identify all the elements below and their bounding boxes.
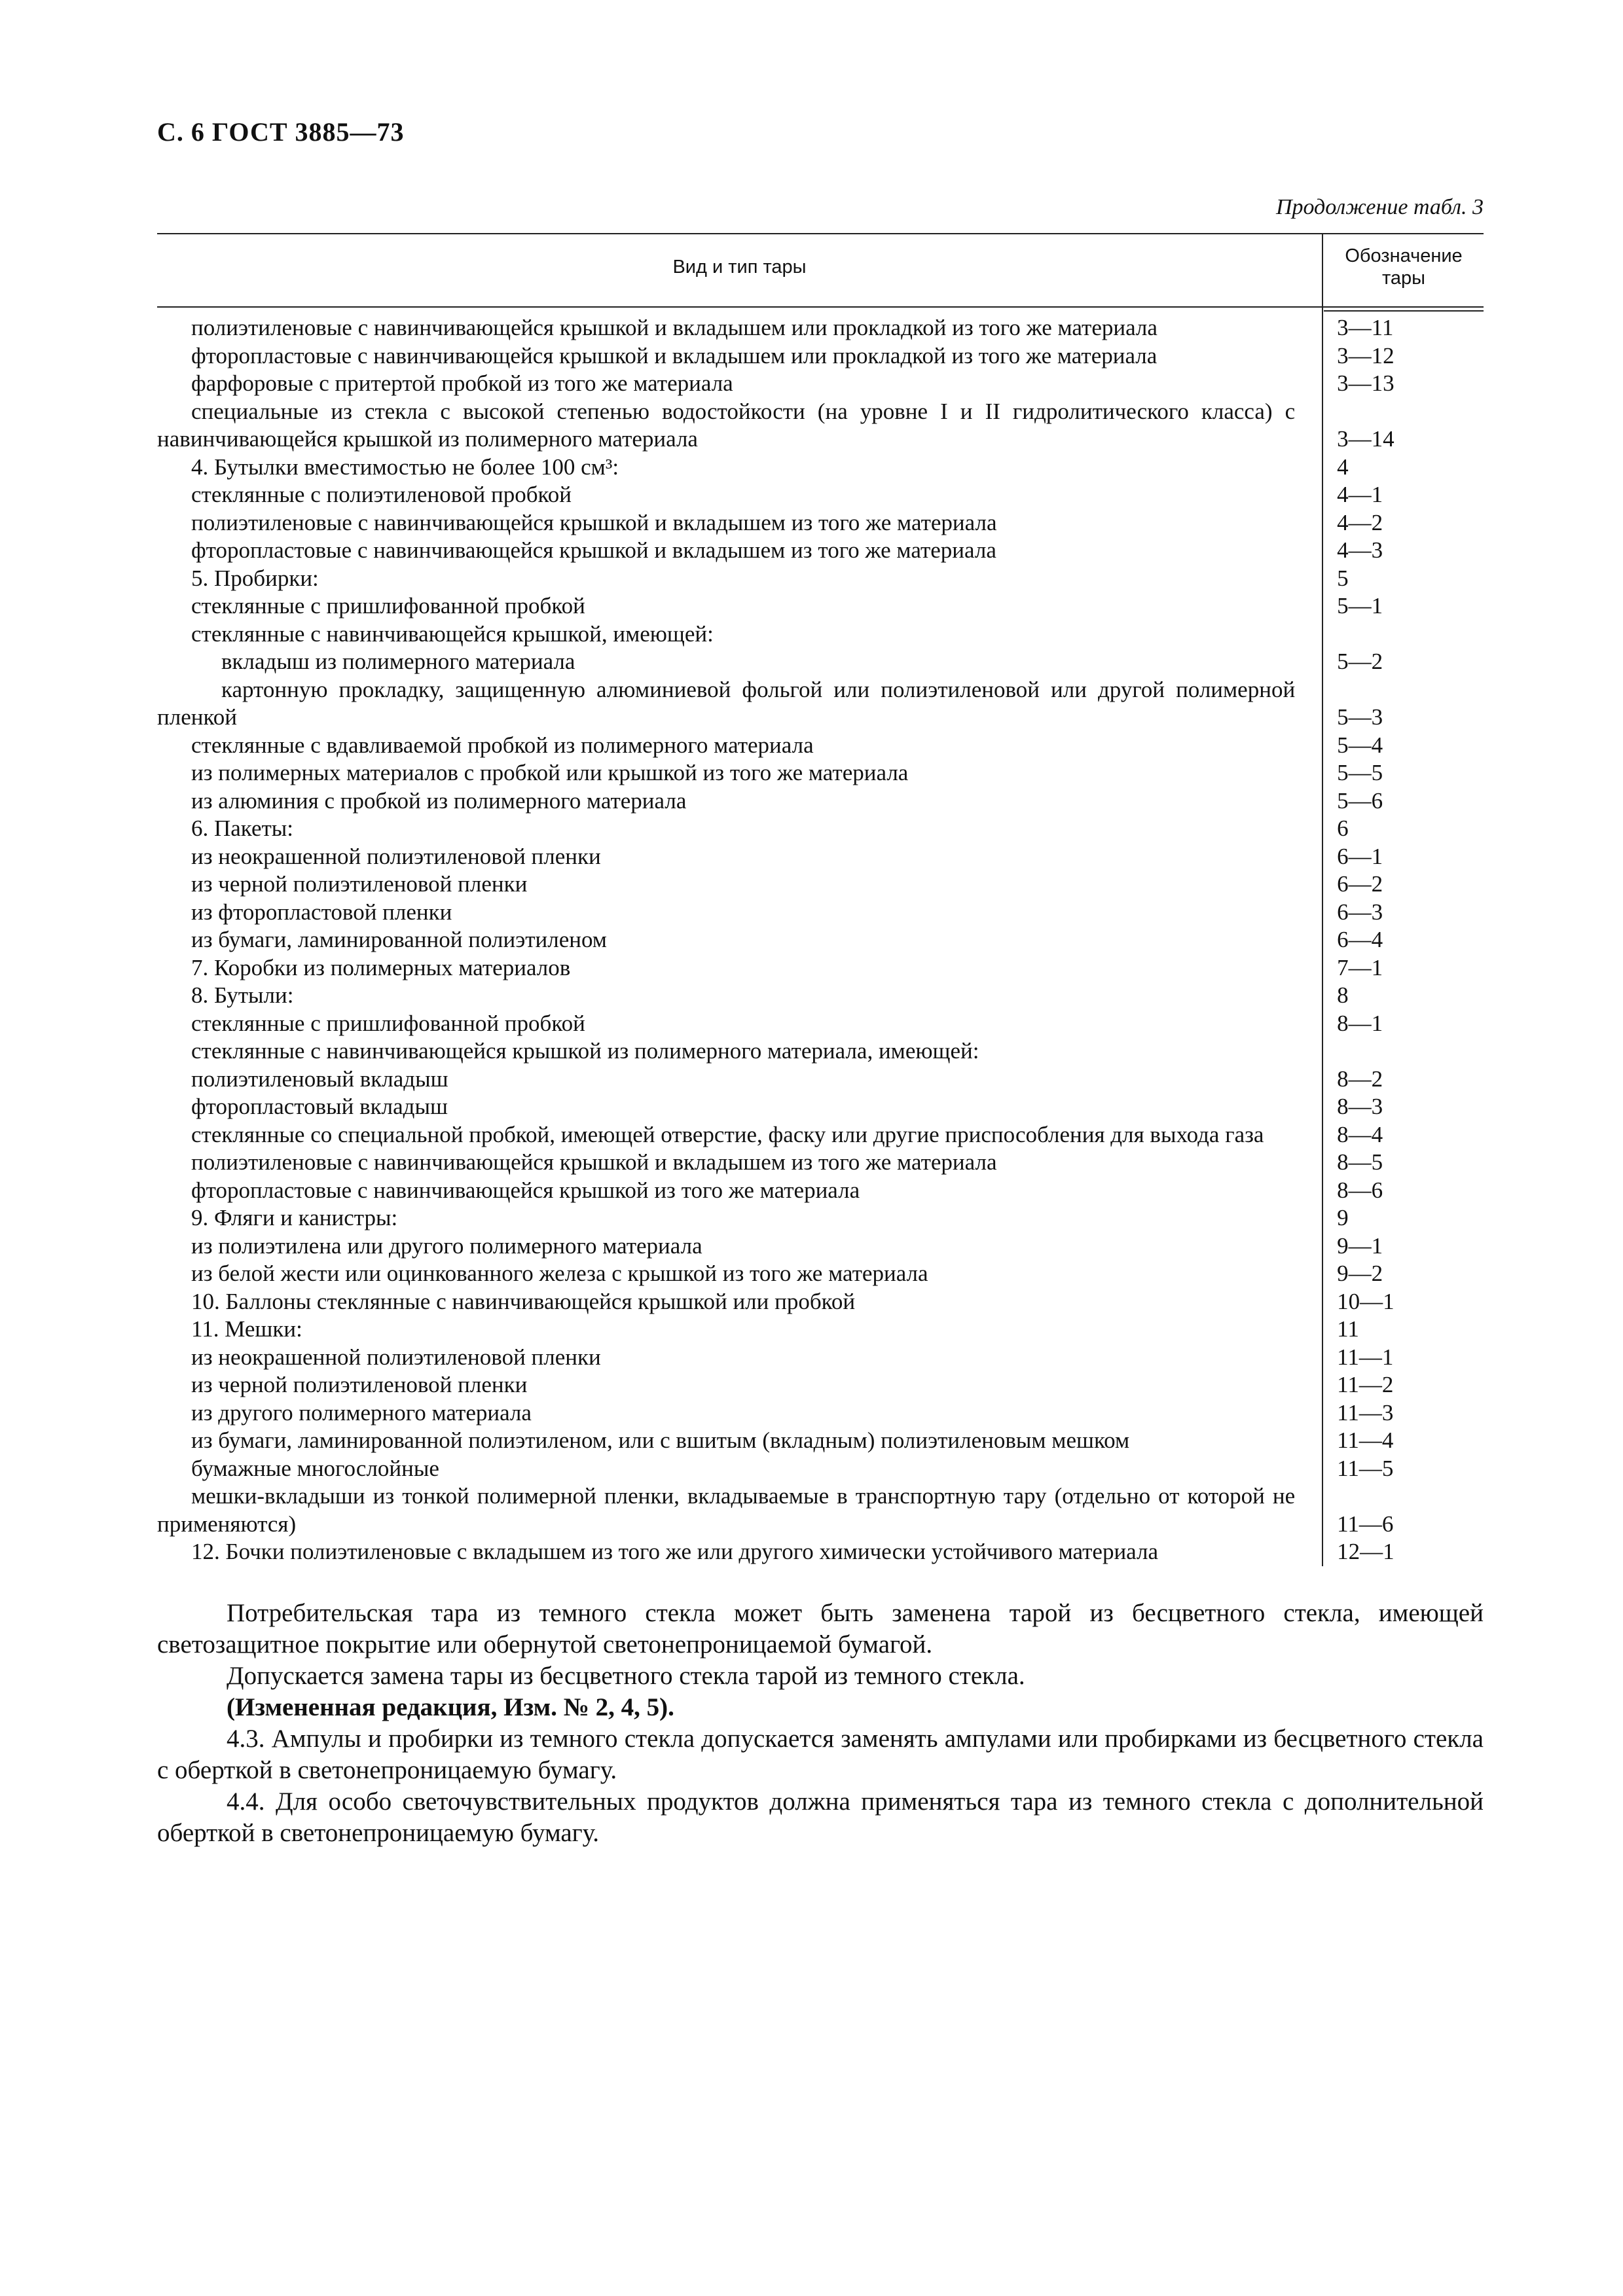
- table-cell-code: 12—1: [1337, 1539, 1395, 1564]
- table-cell-type: стеклянные с навинчивающейся крышкой из полимерного материала, имеющей:: [191, 1038, 979, 1064]
- table-row: [157, 899, 1484, 927]
- table-row: [157, 1010, 1484, 1038]
- table-cell-code: 5—5: [1337, 760, 1383, 785]
- table-row: [157, 370, 1484, 398]
- table-cell-code: 3—12: [1337, 342, 1395, 368]
- table-cell-type: специальные из стекла с высокой степенью водостойкости (на уровне I и II гидролитического класса) с навинчивающейся крышкой из полимерного материала: [157, 398, 1296, 452]
- table-row: [157, 620, 1484, 649]
- table-row: [157, 1260, 1484, 1288]
- table-cell-code: 9—1: [1337, 1232, 1383, 1259]
- table-cell-type: полиэтиленовые с навинчивающейся крышкой и вкладышем из того же материала: [191, 1149, 997, 1175]
- table-cell-type: 4. Бутылки вместимостью не более 100 см³:: [191, 454, 619, 480]
- table-cell-type: 5. Пробирки:: [191, 565, 319, 591]
- table-cell-code: 5—1: [1337, 593, 1383, 619]
- paragraph-amendment-note: (Измененная редакция, Изм. № 2, 4, 5).: [227, 1693, 674, 1721]
- table-cell-code: 6—3: [1337, 899, 1383, 925]
- table-cell-code: 3—11: [1337, 315, 1394, 340]
- table-cell-type: стеклянные с навинчивающейся крышкой, имеющей:: [191, 620, 714, 647]
- table-row: [157, 509, 1484, 537]
- table-cell-type: фторопластовый вкладыш: [191, 1094, 448, 1119]
- table-cell-code: 8—5: [1337, 1149, 1383, 1175]
- table-header-rule: [157, 306, 1484, 308]
- table-cell-code: 5—2: [1337, 649, 1383, 674]
- table-cell-type: из неокрашенной полиэтиленовой пленки: [191, 1344, 601, 1370]
- table-cell-code: 5—6: [1337, 787, 1383, 814]
- table-cell-type: из бумаги, ламинированной полиэтиленом, или с вшитым (вкладным) полиэтиленовым мешком: [191, 1427, 1130, 1453]
- table-row: [157, 676, 1484, 732]
- table-row: [157, 481, 1484, 509]
- table-cell-type: 7. Коробки из полимерных материалов: [191, 954, 571, 980]
- table-cell-code: 8—1: [1337, 1010, 1383, 1036]
- table-cell-code: 6—2: [1337, 871, 1383, 897]
- table-continuation-label: Продолжение табл. 3: [1275, 195, 1484, 219]
- table-row: [157, 454, 1484, 482]
- table-row: [157, 982, 1484, 1010]
- paragraph-dark-glass-replacement: Потребительская тара из темного стекла может быть заменена тарой из бесцветного стекла, имеющей светозащитное покрытие или обернутой светонепроницаемой бумагой.: [157, 1599, 1484, 1659]
- table-row: [157, 1455, 1484, 1483]
- table-row: [157, 1037, 1484, 1066]
- table-cell-type: стеклянные со специальной пробкой, имеющей отверстие, фаску или другие приспособления для выхода газа: [191, 1121, 1264, 1147]
- page-header: С. 6 ГОСТ 3885—73: [157, 117, 405, 147]
- table-row: [157, 1204, 1484, 1232]
- table-cell-type: из черной полиэтиленовой пленки: [191, 871, 528, 897]
- table-row: [157, 314, 1484, 342]
- table-cell-code: 11—5: [1337, 1455, 1394, 1481]
- table-row: [157, 565, 1484, 593]
- table-cell-type: мешки-вкладыши из тонкой полимерной пленки, вкладываемые в транспортную тару (отдельно от которой не применяются): [157, 1483, 1296, 1537]
- table-cell-type: стеклянные с полиэтиленовой пробкой: [191, 482, 572, 507]
- table-cell-type: полиэтиленовый вкладыш: [191, 1066, 448, 1092]
- table-cell-type: из полимерных материалов с пробкой или крышкой из того же материала: [191, 760, 909, 785]
- table-cell-type: стеклянные с пришлифованной пробкой: [191, 1010, 585, 1036]
- table-cell-code: 8: [1337, 982, 1349, 1008]
- table-cell-code: 3—13: [1337, 370, 1395, 396]
- table-cell-type: из черной полиэтиленовой пленки: [191, 1372, 528, 1397]
- table-cell-code: 4—1: [1337, 482, 1383, 507]
- table-cell-code: 4: [1337, 454, 1349, 480]
- table-cell-type: из алюминия с пробкой из полимерного материала: [191, 787, 687, 814]
- table-cell-type: из полиэтилена или другого полимерного материала: [191, 1232, 702, 1259]
- table-row: [157, 1371, 1484, 1399]
- column-header-type: Вид и тип тары: [672, 257, 807, 278]
- table-row: [157, 787, 1484, 816]
- table-cell-code: 10—1: [1337, 1288, 1395, 1314]
- table-cell-code: 4—2: [1337, 509, 1383, 535]
- table-cell-code: 11—1: [1337, 1344, 1394, 1370]
- table-cell-type: из неокрашенной полиэтиленовой пленки: [191, 843, 601, 869]
- column-header-code-line1: Обозначение: [1345, 245, 1463, 266]
- table-cell-type: 9. Фляги и канистры:: [191, 1205, 398, 1230]
- table-row: [157, 1093, 1484, 1121]
- table-cell-type: стеклянные с пришлифованной пробкой: [191, 593, 585, 619]
- table-row: [157, 1427, 1484, 1455]
- table-cell-type: картонную прокладку, защищенную алюминиевой фольгой или полиэтиленовой или другой полимерной пленкой: [157, 676, 1296, 730]
- table-cell-code: 5—3: [1337, 704, 1383, 730]
- table-row: [157, 1288, 1484, 1316]
- table-cell-code: 8—6: [1337, 1177, 1383, 1203]
- table-cell-code: 5: [1337, 565, 1349, 591]
- table-cell-code: 6—1: [1337, 843, 1383, 869]
- table-cell-type: из другого полимерного материала: [191, 1399, 532, 1426]
- table-row: [157, 815, 1484, 843]
- table-cell-code: 11—3: [1337, 1399, 1394, 1426]
- table-row: [157, 732, 1484, 760]
- table-row: [157, 926, 1484, 954]
- table-cell-type: фторопластовые с навинчивающейся крышкой и вкладышем из того же материала: [191, 537, 996, 563]
- table-cell-code: 4—3: [1337, 537, 1383, 563]
- table-cell-type: 10. Баллоны стеклянные с навинчивающейся крышкой или пробкой: [191, 1288, 856, 1314]
- table-header-rule-double: [1324, 310, 1484, 312]
- table-cell-code: 11—6: [1337, 1511, 1394, 1537]
- table-cell-code: 11: [1337, 1316, 1359, 1342]
- paragraph-4-4: 4.4. Для особо светочувствительных продуктов должна применяться тара из темного стекла с дополнительной оберткой в светонепроницаемую бумагу.: [157, 1787, 1484, 1847]
- table-row: [157, 1149, 1484, 1177]
- table-cell-type: бумажные многослойные: [191, 1455, 439, 1481]
- table-cell-code: 5—4: [1337, 732, 1383, 758]
- table-cell-type: из фторопластовой пленки: [191, 899, 452, 925]
- table-row: [157, 342, 1484, 370]
- table-row: [157, 1482, 1484, 1538]
- table-cell-code: 9—2: [1337, 1261, 1383, 1286]
- table-row: [157, 1538, 1484, 1566]
- table-row: [157, 1316, 1484, 1344]
- table-cell-code: 9: [1337, 1205, 1349, 1230]
- table-row: [157, 592, 1484, 620]
- table-row: [157, 1121, 1484, 1149]
- table-cell-type: стеклянные с вдавливаемой пробкой из полимерного материала: [191, 732, 814, 758]
- paragraph-colorless-glass-replacement: Допускается замена тары из бесцветного стекла тарой из темного стекла.: [227, 1662, 1025, 1690]
- table-body: [157, 314, 1484, 1566]
- table-cell-code: 11—4: [1337, 1427, 1394, 1453]
- table-row: [157, 537, 1484, 565]
- table-cell-type: из белой жести или оцинкованного железа с крышкой из того же материала: [191, 1261, 928, 1286]
- table-cell-type: из бумаги, ламинированной полиэтиленом: [191, 927, 607, 952]
- table-cell-type: фарфоровые с притертой пробкой из того же материала: [191, 370, 733, 396]
- table-row: [157, 1177, 1484, 1205]
- table-cell-code: 11—2: [1337, 1372, 1394, 1397]
- table-cell-code: 8—4: [1337, 1121, 1383, 1147]
- table-cell-type: 11. Мешки:: [191, 1316, 302, 1342]
- table-cell-code: 7—1: [1337, 954, 1383, 980]
- table-row: [157, 843, 1484, 871]
- paragraph-4-3: 4.3. Ампулы и пробирки из темного стекла допускается заменять ампулами или пробирками из бесцветного стекла с оберткой в светонепроницаемую бумагу.: [157, 1725, 1484, 1784]
- table-cell-code: 3—14: [1337, 426, 1395, 452]
- table-cell-code: 8—3: [1337, 1094, 1383, 1119]
- table-row: [157, 1399, 1484, 1427]
- table-cell-type: полиэтиленовые с навинчивающейся крышкой и вкладышем или прокладкой из того же материала: [191, 315, 1158, 340]
- column-header-code: [1324, 245, 1484, 289]
- column-header-code-line2: тары: [1381, 268, 1426, 289]
- table-cell-type: фторопластовые с навинчивающейся крышкой из того же материала: [191, 1177, 860, 1203]
- table-cell-type: полиэтиленовые с навинчивающейся крышкой и вкладышем из того же материала: [191, 509, 997, 535]
- table-cell-code: 8—2: [1337, 1066, 1383, 1092]
- table-row: [157, 1066, 1484, 1094]
- table-row: [157, 648, 1484, 676]
- table-row: [157, 398, 1484, 454]
- table-cell-code: 6—4: [1337, 927, 1383, 952]
- table-row: [157, 870, 1484, 899]
- table-top-rule: [157, 233, 1484, 234]
- table-cell-type: 8. Бутыли:: [191, 982, 294, 1008]
- table-cell-type: вкладыш из полимерного материала: [221, 649, 575, 674]
- table-row: [157, 954, 1484, 982]
- table-row: [157, 1232, 1484, 1261]
- table-cell-type: 6. Пакеты:: [191, 816, 294, 841]
- table-cell-type: 12. Бочки полиэтиленовые с вкладышем из того же или другого химически устойчивого материала: [191, 1539, 1159, 1564]
- table-row: [157, 1344, 1484, 1372]
- table-cell-type: фторопластовые с навинчивающейся крышкой и вкладышем или прокладкой из того же материала: [191, 342, 1158, 368]
- table-cell-code: 6: [1337, 816, 1349, 841]
- table-row: [157, 759, 1484, 787]
- body-text: [157, 1598, 1484, 1849]
